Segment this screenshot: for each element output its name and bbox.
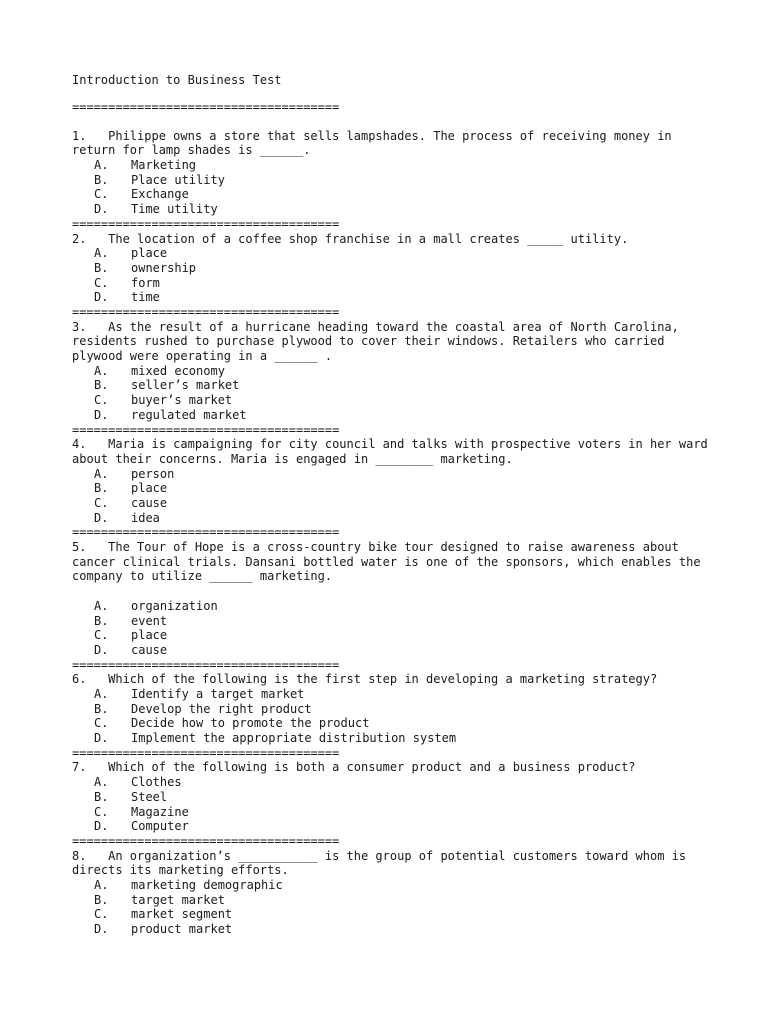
option-letter: C. [94,628,109,643]
option-text: form [131,275,160,290]
option-letter: A. [94,775,109,790]
option-d [72,922,722,937]
option-letter: D. [94,922,109,937]
option-text: regulated market [131,407,247,422]
option-b [72,614,722,629]
question-text: 2. The location of a coffee shop franchise in a mall creates _____ utility. [72,231,629,246]
option-a [72,775,722,790]
option-text: Develop the right product [131,701,312,716]
option-text: Place utility [131,172,225,187]
option-text: ownership [131,260,197,275]
answer-options [72,599,722,658]
option-b [72,261,722,276]
option-text: Steel [131,789,168,804]
option-d [72,511,722,526]
question-3 [72,320,722,423]
answer-options [72,364,722,423]
option-a [72,364,722,379]
question-4 [72,437,722,525]
separator-line: ===================================== [72,657,340,672]
answer-options [72,878,722,937]
option-letter: D. [94,407,109,422]
option-c [72,276,722,291]
option-c [72,628,722,643]
page-title: Introduction to Business Test [72,73,282,87]
question-text: 7. Which of the following is both a consumer product and a business product? [72,760,636,775]
separator-line: ===================================== [72,216,340,231]
option-letter: C. [94,275,109,290]
option-c [72,907,722,922]
separator-line: ===================================== [72,422,340,437]
option-text: Identify a target market [131,687,305,701]
option-b [72,481,722,496]
question-1 [72,129,722,217]
option-a [72,467,722,482]
option-text: Time utility [131,202,218,217]
question-text: 5. The Tour of Hope is a cross-country bike tour designed to raise awareness about cancer clinical trials. Dansani bottled water is one of the sponsors, which enables the company to utilize ______ marketing. [72,540,708,584]
option-text: market segment [131,907,233,922]
option-d [72,202,722,217]
option-text: organization [131,598,218,613]
option-letter: A. [94,158,109,173]
answer-options [72,246,722,305]
question-text: 6. Which of the following is the first step in developing a marketing strategy? [72,672,658,687]
option-a [72,878,722,893]
option-letter: D. [94,290,109,305]
question-8 [72,849,722,937]
option-b [72,702,722,717]
question-text: 1. Philippe owns a store that sells lampshades. The process of receiving money in return for lamp shades is ______. [72,128,679,158]
option-text: mixed economy [131,363,225,378]
answer-options [72,775,722,834]
option-text: cause [131,642,168,657]
option-letter: C. [94,496,109,510]
option-letter: B. [94,789,109,804]
separator-line: ===================================== [72,525,340,540]
option-text: Exchange [131,187,189,202]
option-letter: B. [94,701,109,716]
option-text: idea [131,510,160,525]
option-d [72,408,722,423]
option-text: place [131,246,168,261]
option-b [72,790,722,805]
option-letter: A. [94,363,109,378]
option-d [72,290,722,305]
option-letter: C. [94,804,109,819]
option-letter: A. [94,687,109,701]
option-letter: A. [94,598,109,613]
option-text: Decide how to promote the product [131,716,370,731]
option-letter: C. [94,716,109,731]
option-letter: C. [94,393,109,408]
option-b [72,378,722,393]
option-c [72,496,722,511]
question-6 [72,672,722,745]
option-d [72,731,722,746]
option-letter: B. [94,613,109,628]
option-text: product market [131,922,233,937]
option-letter: D. [94,642,109,657]
option-letter: D. [94,510,109,525]
option-text: event [131,613,168,628]
option-c [72,393,722,408]
option-a [72,599,722,614]
option-text: Computer [131,819,189,834]
question-2 [72,232,722,305]
option-d [72,643,722,658]
option-a [72,687,722,702]
question-text: 4. Maria is campaigning for city council and talks with prospective voters in her ward about their concerns. Maria is engaged in ________ marketing. [72,437,715,466]
option-c [72,187,722,202]
answer-options [72,687,722,746]
option-a [72,246,722,261]
question-text: 3. As the result of a hurricane heading toward the coastal area of North Carolina, residents rushed to purchase plywood to cover their windows. Retailers who carried plywood were operating in a ______ . [72,319,687,364]
option-text: person [131,466,175,481]
question-7 [72,760,722,833]
option-text: Implement the appropriate distribution system [131,731,457,746]
option-letter: C. [94,907,109,922]
option-letter: D. [94,819,109,834]
option-letter: B. [94,378,109,393]
option-a [72,158,722,173]
option-letter: B. [94,481,109,496]
option-c [72,716,722,731]
option-c [72,805,722,820]
option-letter: A. [94,246,109,261]
option-text: seller’s market [131,378,240,393]
separator-line: ===================================== [72,304,340,319]
option-text: time [131,290,160,305]
option-letter: B. [94,172,109,187]
option-letter: A. [94,466,109,481]
option-letter: B. [94,892,109,907]
option-letter: D. [94,202,109,217]
option-b [72,893,722,908]
option-text: Magazine [131,804,189,819]
question-text: 8. An organization’s ___________ is the group of potential customers toward whom is directs its marketing efforts. [72,848,694,878]
option-d [72,819,722,834]
option-letter: D. [94,731,109,746]
separator-line: ===================================== [72,745,340,760]
option-b [72,173,722,188]
option-text: cause [131,496,168,510]
question-5 [72,540,722,658]
option-letter: C. [94,187,109,202]
option-text: target market [131,892,225,907]
separator-line: ===================================== [72,833,340,848]
option-letter: A. [94,877,109,892]
option-text: buyer’s market [131,393,233,408]
option-text: marketing demographic [131,877,283,892]
separator-line: ===================================== [72,100,340,114]
option-text: place [131,628,168,643]
answer-options [72,158,722,217]
option-text: Clothes [131,775,182,790]
answer-options [72,467,722,526]
option-text: Marketing [131,158,197,173]
option-letter: B. [94,260,109,275]
option-text: place [131,481,168,496]
